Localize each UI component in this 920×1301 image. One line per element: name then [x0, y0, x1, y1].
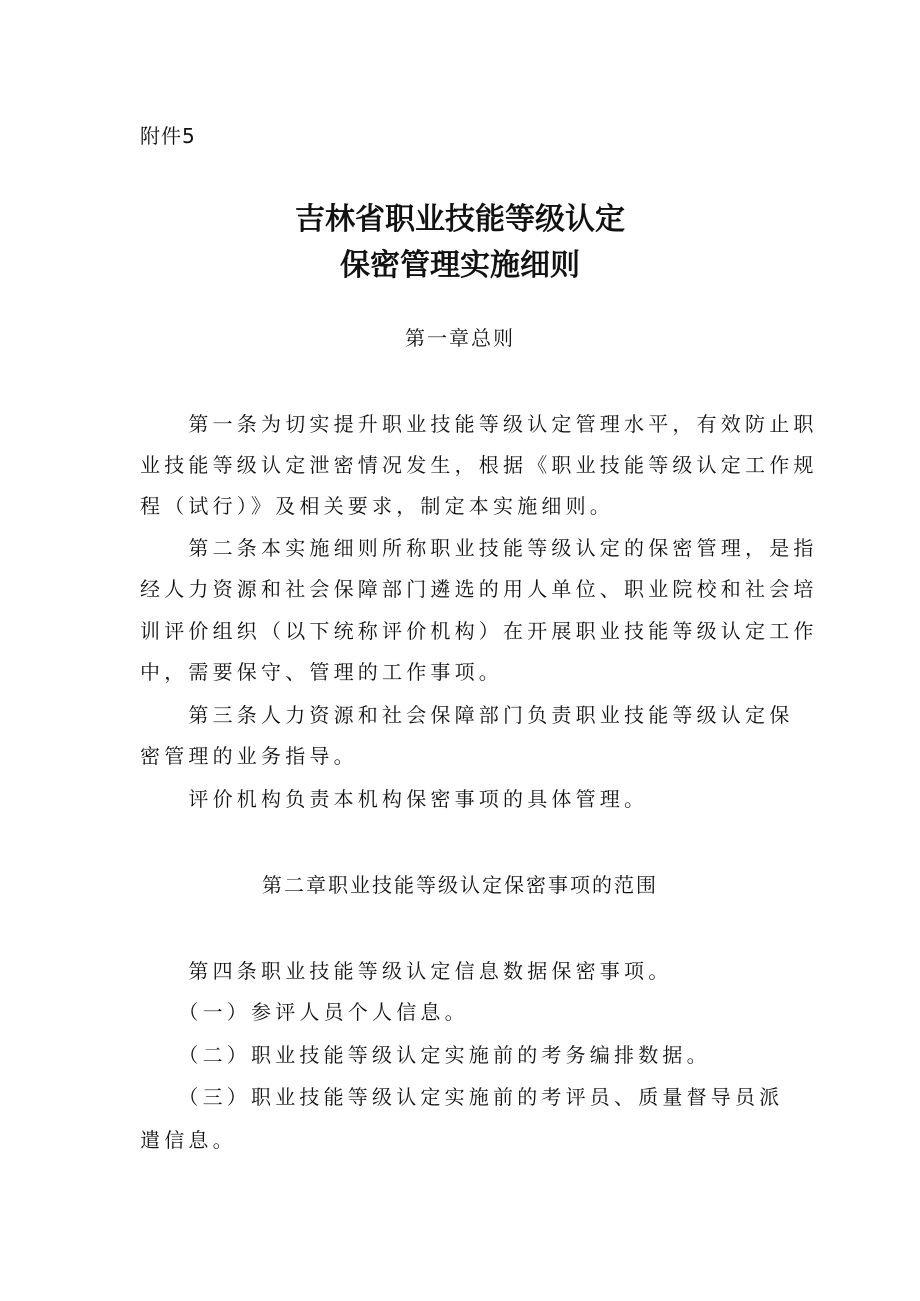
chapter-2-heading: 第二章职业技能等级认定保密事项的范围: [262, 873, 658, 897]
paragraph-line: 程（试行）》及相关要求，制定本实施细则。: [140, 494, 614, 518]
paragraph-line: 遣信息。: [140, 1128, 237, 1152]
chapter-1-heading: 第一章总则: [405, 326, 515, 350]
paragraph-line: 经人力资源和社会保障部门遴选的用人单位、职业院校和社会培: [140, 577, 818, 601]
paragraph-line: 训评价组织（以下统称评价机构）在开展职业技能等级认定工作: [140, 619, 818, 643]
paragraph-line: （一）参评人员个人信息。: [140, 1000, 469, 1024]
paragraph-line: 第二条本实施细则所称职业技能等级认定的保密管理，是指: [140, 536, 818, 560]
document-title-line-2: 保密管理实施细则: [340, 248, 580, 283]
paragraph-line: 业技能等级认定泄密情况发生，根据《职业技能等级认定工作规: [140, 453, 818, 477]
paragraph-line: 密管理的业务指导。: [140, 744, 358, 768]
paragraph-line: 评价机构负责本机构保密事项的具体管理。: [140, 787, 649, 811]
attachment-label: 附件5: [140, 124, 196, 148]
paragraph-line: 中，需要保守、管理的工作事项。: [140, 660, 503, 684]
document-title-line-1: 吉林省职业技能等级认定: [295, 202, 625, 237]
paragraph-line: 第一条为切实提升职业技能等级认定管理水平，有效防止职: [140, 412, 818, 436]
paragraph-line: （二）职业技能等级认定实施前的考务编排数据。: [140, 1043, 711, 1067]
paragraph-line: （三）职业技能等级认定实施前的考评员、质量督导员派: [140, 1085, 784, 1109]
paragraph-line: 第四条职业技能等级认定信息数据保密事项。: [140, 959, 673, 983]
paragraph-line: 第三条人力资源和社会保障部门负责职业技能等级认定保: [140, 703, 794, 727]
